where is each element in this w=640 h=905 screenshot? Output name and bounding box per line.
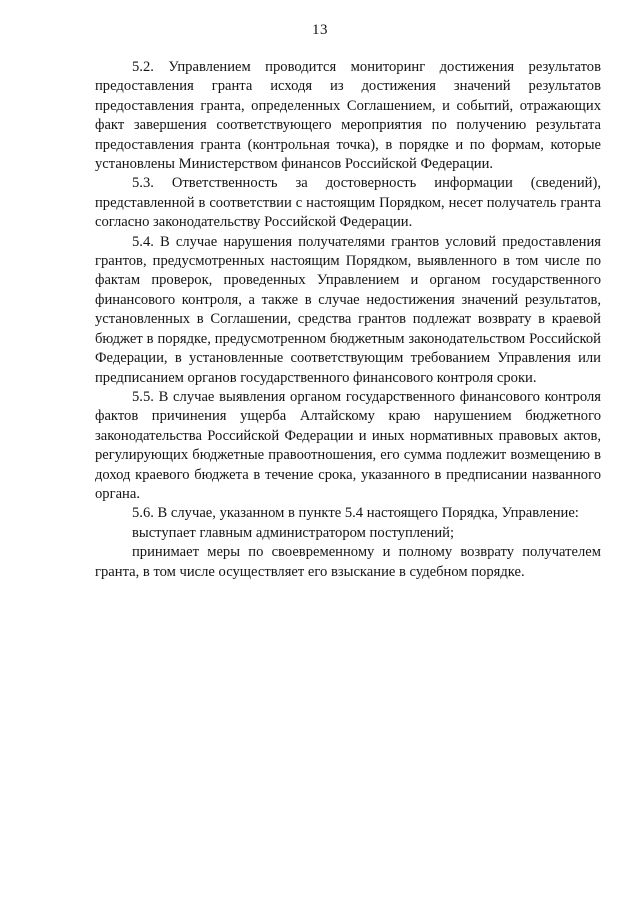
paragraph-5-6-item-2: принимает меры по своевременному и полному возврату получателем гранта, в том числе осуществляет его взыскание в судебном порядке. — [95, 544, 601, 580]
paragraph-5-5: 5.5. В случае выявления органом государственного финансового контроля фактов причинения ущерба Алтайскому краю нарушением бюджетного законодательства Российской Федерации и иных нормативных правовых актов, регулирующих бюджетные правоотношения, его сумма подлежит возмещению в доход краевого бюджета в течение срока, указанного в предписании названного органа. — [95, 388, 601, 502]
paragraph-5-2: 5.2. Управлением проводится мониторинг достижения результатов предоставления гранта исходя из достижения значений результатов предоставления гранта, определенных Соглашением, и событий, отражающих факт завершения соответствующего мероприятия по получению результата предоставления гранта (контрольная точка), в порядке и по формам, которые установлены Министерством финансов Российской Федерации. — [95, 59, 601, 173]
paragraph-5-3: 5.3. Ответственность за достоверность информации (сведений), представленной в соответствии с настоящим Порядком, несет получатель гранта согласно законодательству Российской Федерации. — [95, 175, 601, 231]
page-number: 13 — [312, 22, 328, 38]
paragraph-5-6: 5.6. В случае, указанном в пункте 5.4 настоящего Порядка, Управление: — [132, 505, 579, 522]
paragraph-5-6-item-1: выступает главным администратором поступлений; — [132, 524, 455, 541]
paragraph-5-4: 5.4. В случае нарушения получателями грантов условий предоставления грантов, предусмотренных настоящим Порядком, выявленного в том числе по фактам проверок, проведенных Управлением и органом государственного финансового контроля, а также в случае недостижения значений результатов, установленных в Соглашении, средства грантов подлежат возврату в краевой бюджет в порядке, предусмотренном бюджетным законодательством Российской Федерации, в установленные соответствующим требованием Управления или предписанием органов государственного финансового контроля сроки. — [95, 233, 601, 386]
document-body — [95, 58, 601, 582]
